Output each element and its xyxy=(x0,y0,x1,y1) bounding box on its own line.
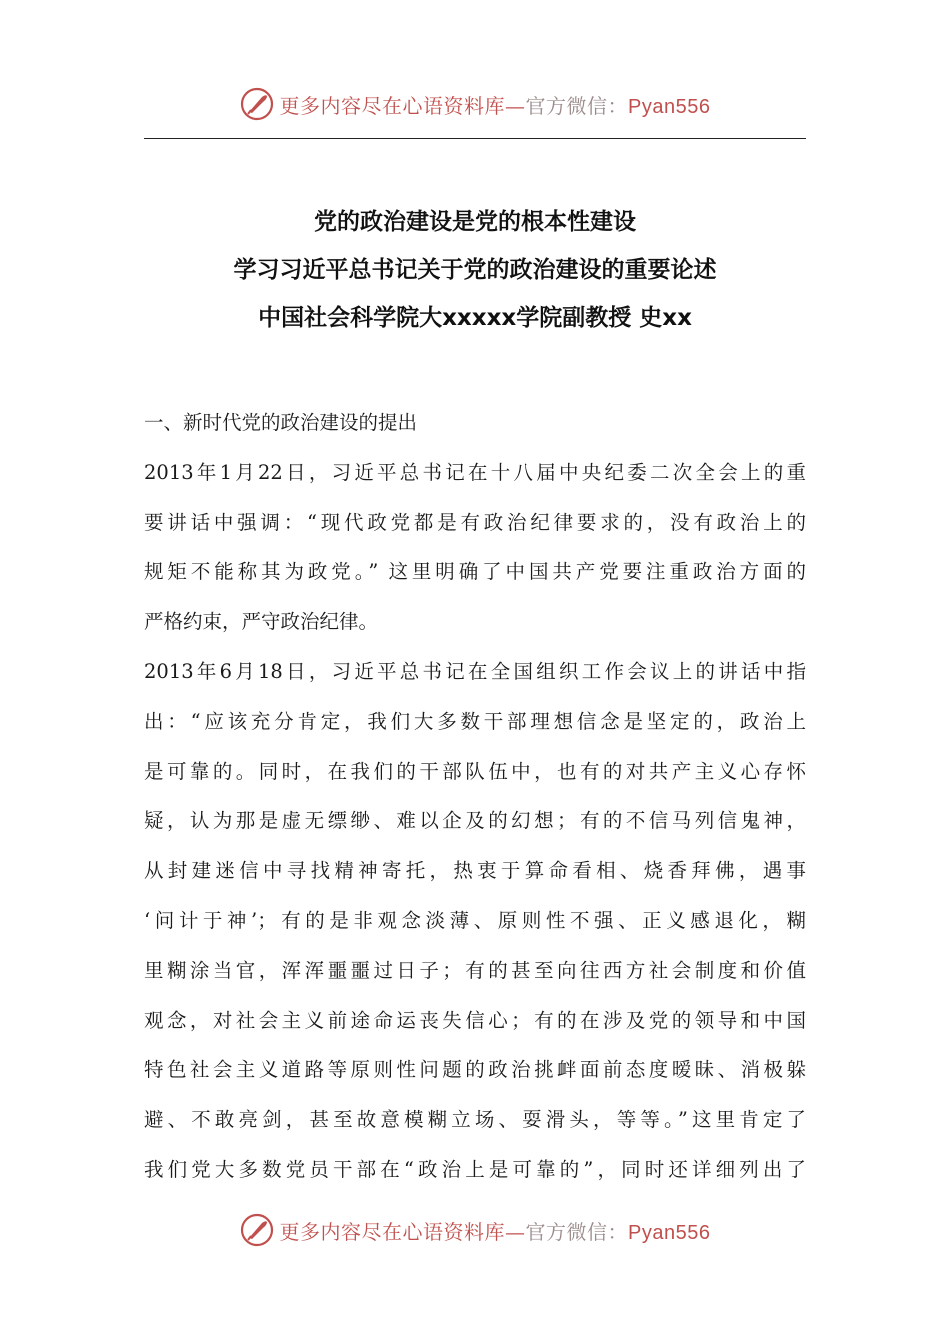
paragraph-2-line: 里糊涂当官，浑浑噩噩过日子；有的甚至向往西方社会制度和价值 xyxy=(144,958,806,982)
watermark-text xyxy=(280,90,711,119)
document-body xyxy=(144,398,806,1195)
subtitle: 学习习近平总书记关于党的政治建设的重要论述 xyxy=(233,257,717,283)
watermark-wechat-id: Pyan556 xyxy=(628,1221,711,1244)
paragraph-1-line: 要讲话中强调：“现代政党都是有政治纪律要求的，没有政治上的 xyxy=(144,510,806,534)
watermark-dash: — xyxy=(505,93,526,118)
paragraph-2-line: 疑，认为那是虚无缥缈、难以企及的幻想；有的不信马列信鬼神， xyxy=(144,809,806,833)
watermark-official: 官方微信： xyxy=(525,93,629,118)
quill-logo-icon xyxy=(240,1213,274,1247)
paragraph-2-line: 我们党大多数党员干部在“政治上是可靠的”，同时还详细列出了 xyxy=(144,1157,806,1181)
paragraph-2-line: 是可靠的。同时，在我们的干部队伍中，也有的对共产主义心存怀 xyxy=(144,759,806,783)
watermark-text xyxy=(280,1216,711,1245)
watermark-dash: — xyxy=(505,1219,526,1244)
watermark-main: 更多内容尽在心语资料库 xyxy=(279,1219,506,1244)
paragraph-2-line: 出：“应该充分肯定，我们大多数干部理想信念是坚定的，政治上 xyxy=(144,709,806,733)
paragraph-2-line: 从封建迷信中寻找精神寄托，热衷于算命看相、烧香拜佛，遇事 xyxy=(144,859,806,883)
paragraph-1-line: 2013年1月22日，习近平总书记在十八届中央纪委二次全会上的重 xyxy=(144,460,806,484)
watermark-banner-bottom xyxy=(0,1208,950,1252)
watermark-official: 官方微信： xyxy=(525,1219,629,1244)
paragraph-1-line: 严格约束，严守政治纪律。 xyxy=(144,610,379,634)
paragraph-1-line: 规矩不能称其为政党。” 这里明确了中国共产党要注重政治方面的 xyxy=(144,560,806,584)
paragraph-2-line: ‘问计于神’；有的是非观念淡薄、原则性不强、正义感退化，糊 xyxy=(144,908,806,932)
watermark-main: 更多内容尽在心语资料库 xyxy=(279,93,506,118)
section-heading: 一、新时代党的政治建设的提出 xyxy=(144,411,418,434)
watermark-wechat-id: Pyan556 xyxy=(628,95,711,118)
title-block xyxy=(144,198,806,342)
paragraph-2-line: 特色社会主义道路等原则性问题的政治挑衅面前态度暧昧、消极躲 xyxy=(144,1058,806,1082)
paragraph-2-line: 观念，对社会主义前途命运丧失信心；有的在涉及党的领导和中国 xyxy=(144,1008,806,1032)
quill-logo-icon xyxy=(240,87,274,121)
paragraph-2-line: 2013年6月18日，习近平总书记在全国组织工作会议上的讲话中指 xyxy=(144,659,806,683)
header-rule xyxy=(144,138,806,139)
paragraph-2-line: 避、不敢亮剑，甚至故意模糊立场、耍滑头，等等。”这里肯定了 xyxy=(144,1108,806,1132)
watermark-banner-top xyxy=(0,82,950,126)
author-line: 中国社会科学院大xxxxx学院副教授 史xx xyxy=(258,305,692,331)
main-title: 党的政治建设是党的根本性建设 xyxy=(314,209,636,235)
